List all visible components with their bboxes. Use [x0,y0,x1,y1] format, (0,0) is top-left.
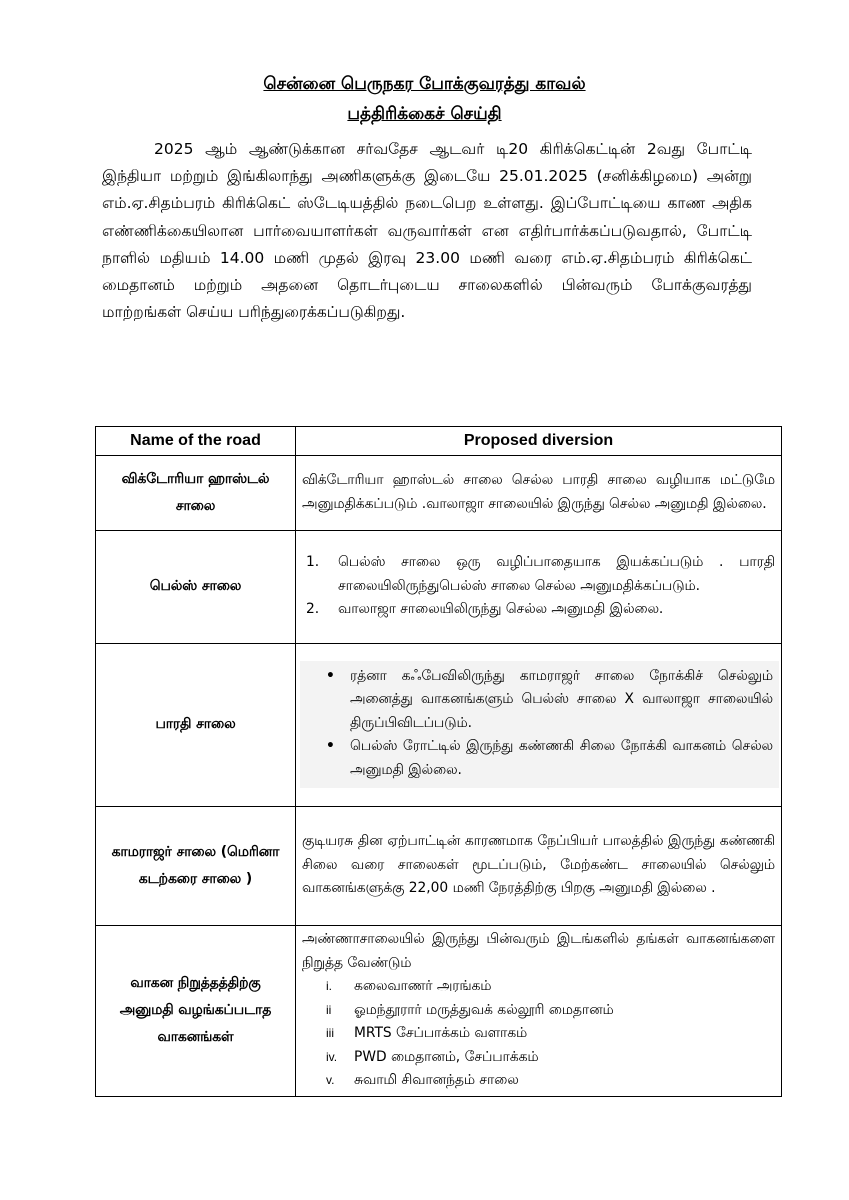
list-item [302,1069,775,1093]
page-title: சென்னை பெருநகர போக்குவரத்து காவல் [263,74,586,94]
road-name: காமராஜர் சாலை (மெரினா கடற்கரை சாலை ) [96,806,296,925]
list-number: ii [326,1002,332,1017]
diversion-text: விக்டோரியா ஹாஸ்டல் சாலை செல்ல பாரதி சாலை வழியாக மட்டுமே அனுமதிக்கப்படும் .வாலாஜா சாலையில் இருந்து செல்ல அனுமதி இல்லை. [296,455,782,530]
list-item [302,598,775,622]
table-header-row [96,427,782,456]
list-item [302,1046,775,1070]
list-number: 1. [306,554,320,571]
list-item-text: பெல்ஸ் சாலை ஒரு வழிப்பாதையாக இயக்கப்படும் . பாரதி சாலையிலிருந்துபெல்ஸ் சாலை செல்ல அனுமதிக்கப்படும். [338,554,775,594]
list-item-text: கலைவாணர் அரங்கம் [354,978,492,995]
list-item-text: MRTS சேப்பாக்கம் வளாகம் [354,1025,528,1042]
intro-paragraph: 2025 ஆம் ஆண்டுக்கான சர்வதேச ஆடவர் டி20 கிரிக்கெட்டின் 2வது போட்டி இந்தியா மற்றும் இங்கிலாந்து அணிகளுக்கு இடையே 25.01.2025 (சனிக்கிழமை) அன்று எம்.ஏ.சிதம்பரம் கிரிக்கெட் ஸ்டேடியத்தில் நடைபெற உள்ளது. இப்போட்டியை காண அதிக எண்ணிக்கையிலான பார்வையாளர்கள் வருவார்கள் என எதிர்பார்க்கப்படுவதால், போட்டி நாளில் மதியம் 14.00 மணி முதல் இரவு 23.00 மணி வரை எம்.ஏ.சிதம்பரம் கிரிக்கெட் மைதானம் மற்றும் அதனை தொடர்புடைய சாலைகளில் பின்வரும் போக்குவரத்து மாற்றங்கள் செய்ய பரிந்துரைக்கப்படுகிறது. [102,140,752,322]
diversion-table [95,426,782,1097]
list-item [302,999,775,1023]
list-item [302,551,775,598]
list-item-text: ஓமந்தூரார் மருத்துவக் கல்லூரி மைதானம் [354,1001,614,1018]
table-row [96,455,782,530]
diversion-bullet-list [300,661,779,789]
table-row [96,925,782,1096]
list-number: i. [326,979,332,994]
list-item-text: வாலாஜா சாலையிலிருந்து செல்ல அனுமதி இல்லை. [338,601,664,618]
list-item [306,665,773,736]
page-subtitle: பத்திரிக்கைச் செய்தி [347,104,502,124]
list-item-text: சுவாமி சிவானந்தம் சாலை [354,1072,519,1089]
list-item [306,735,773,782]
table-row [96,530,782,643]
list-number: 2. [306,601,320,618]
list-item [302,975,775,999]
road-name: வாகன நிறுத்தத்திற்கு அனுமதி வழங்கப்படாத வாகனங்கள் [96,925,296,1096]
road-name: பெல்ஸ் சாலை [96,530,296,643]
diversion-cell [296,925,782,1096]
list-item [302,1022,775,1046]
diversion-text: குடியரசு தின ஏற்பாட்டின் காரணமாக நேப்பியர் பாலத்தில் இருந்து கண்ணகி சிலை வரை சாலைகள் மூடப்படும், மேற்கண்ட சாலையில் செல்லும் வாகனங்களுக்கு 22,00 மணி நேரத்திற்கு பிறகு அனுமதி இல்லை . [296,806,782,925]
bullet-icon: • [326,738,335,755]
diversion-numbered-list [302,551,775,622]
table-row [96,806,782,925]
column-header-diversion: Proposed diversion [296,427,782,456]
diversion-cell [296,643,782,806]
road-name: விக்டோரியா ஹாஸ்டல் சாலை [96,455,296,530]
parking-instruction: அண்ணாசாலையில் இருந்து பின்வரும் இடங்களில் தங்கள் வாகனங்களை நிறுத்த வேண்டும் [302,931,775,971]
list-number: v. [326,1073,335,1088]
parking-places-list [302,975,775,1093]
road-name: பாரதி சாலை [96,643,296,806]
list-item-text: ரத்னா கஃபேவிலிருந்து காமராஜர் சாலை நோக்கிச் செல்லும் அனைத்து வாகனங்களும் பெல்ஸ் சாலை X வாலாஜா சாலையில் திருப்பிவிடப்படும். [350,667,773,731]
bullet-icon: • [326,667,335,684]
table-row [96,643,782,806]
list-item-text: பெல்ஸ் ரோட்டில் இருந்து கண்ணகி சிலை நோக்கி வாகனம் செல்ல அனுமதி இல்லை. [350,738,773,778]
diversion-cell [296,530,782,643]
list-item-text: PWD மைதானம், சேப்பாக்கம் [354,1048,539,1065]
list-number: iii [326,1026,334,1041]
list-number: iv. [326,1049,338,1064]
column-header-road: Name of the road [96,427,296,456]
